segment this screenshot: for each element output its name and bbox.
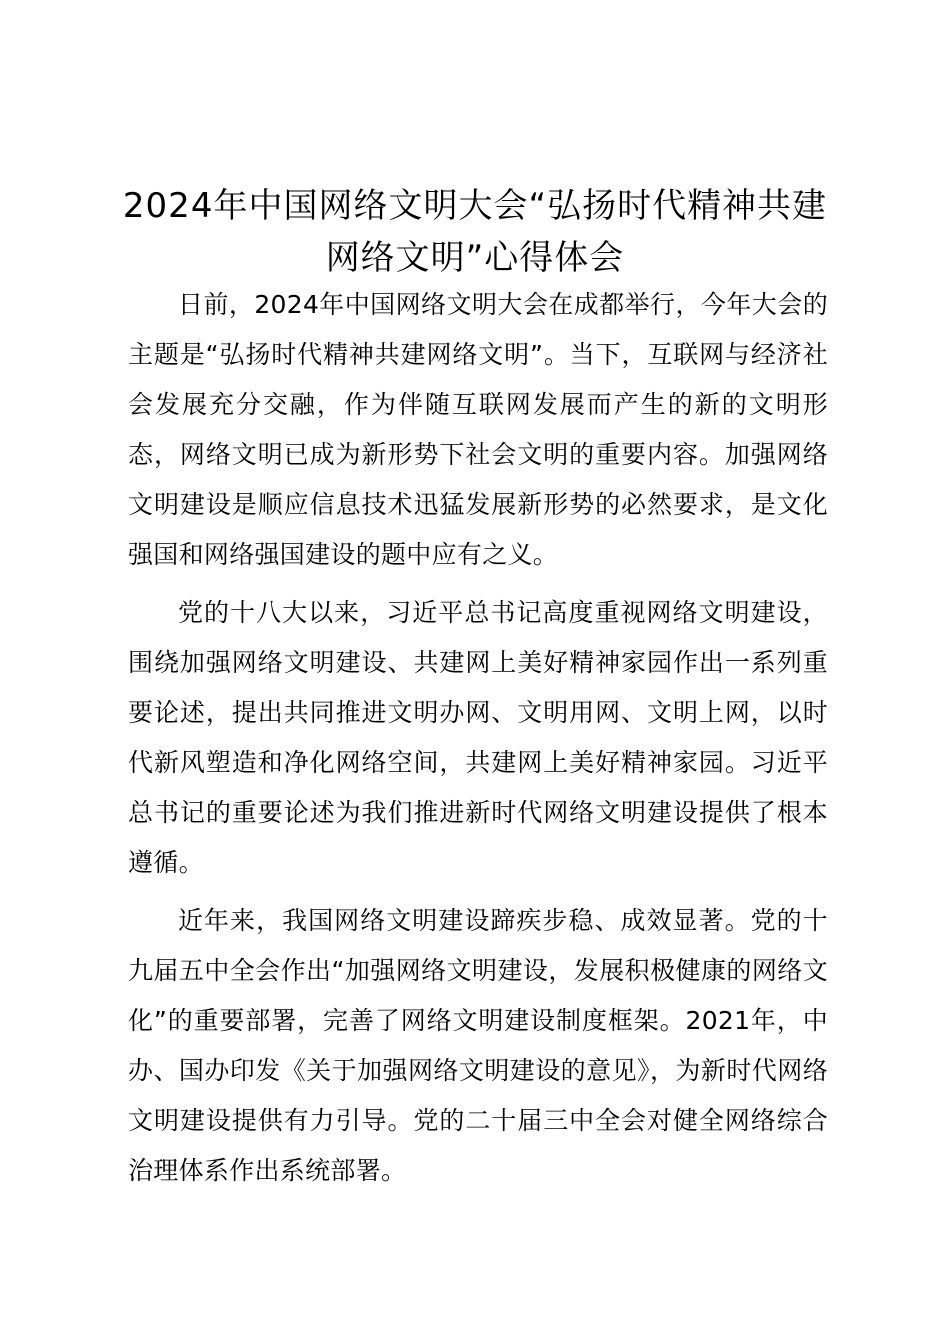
document-body bbox=[128, 280, 828, 1204]
document-title: 2024年中国网络文明大会“弘扬时代精神共建网络文明”心得体会 bbox=[122, 186, 828, 278]
paragraph-2: 党的十八大以来，习近平总书记高度重视网络文明建设，围绕加强网络文明建设、共建网上美好精神家园作出一系列重要论述，提出共同推进文明办网、文明用网、文明上网，以时代新风塑造和净化网络空间，共建网上美好精神家园。习近平总书记的重要论述为我们推进新时代网络文明建设提供了根本遵循。 bbox=[128, 598, 828, 877]
paragraph-1: 日前，2024年中国网络文明大会在成都举行，今年大会的主题是“弘扬时代精神共建网络文明”。当下，互联网与经济社会发展充分交融，作为伴随互联网发展而产生的新的文明形态，网络文明已成为新形势下社会文明的重要内容。加强网络文明建设是顺应信息技术迅猛发展新形势的必然要求，是文化强国和网络强国建设的题中应有之义。 bbox=[128, 290, 828, 569]
paragraph-3: 近年来，我国网络文明建设蹄疾步稳、成效显著。党的十九届五中全会作出“加强网络文明建设，发展积极健康的网络文化”的重要部署，完善了网络文明建设制度框架。2021年，中办、国办印发《关于加强网络文明建设的意见》，为新时代网络文明建设提供有力引导。党的二十届三中全会对健全网络综合治理体系作出系统部署。 bbox=[128, 906, 828, 1185]
